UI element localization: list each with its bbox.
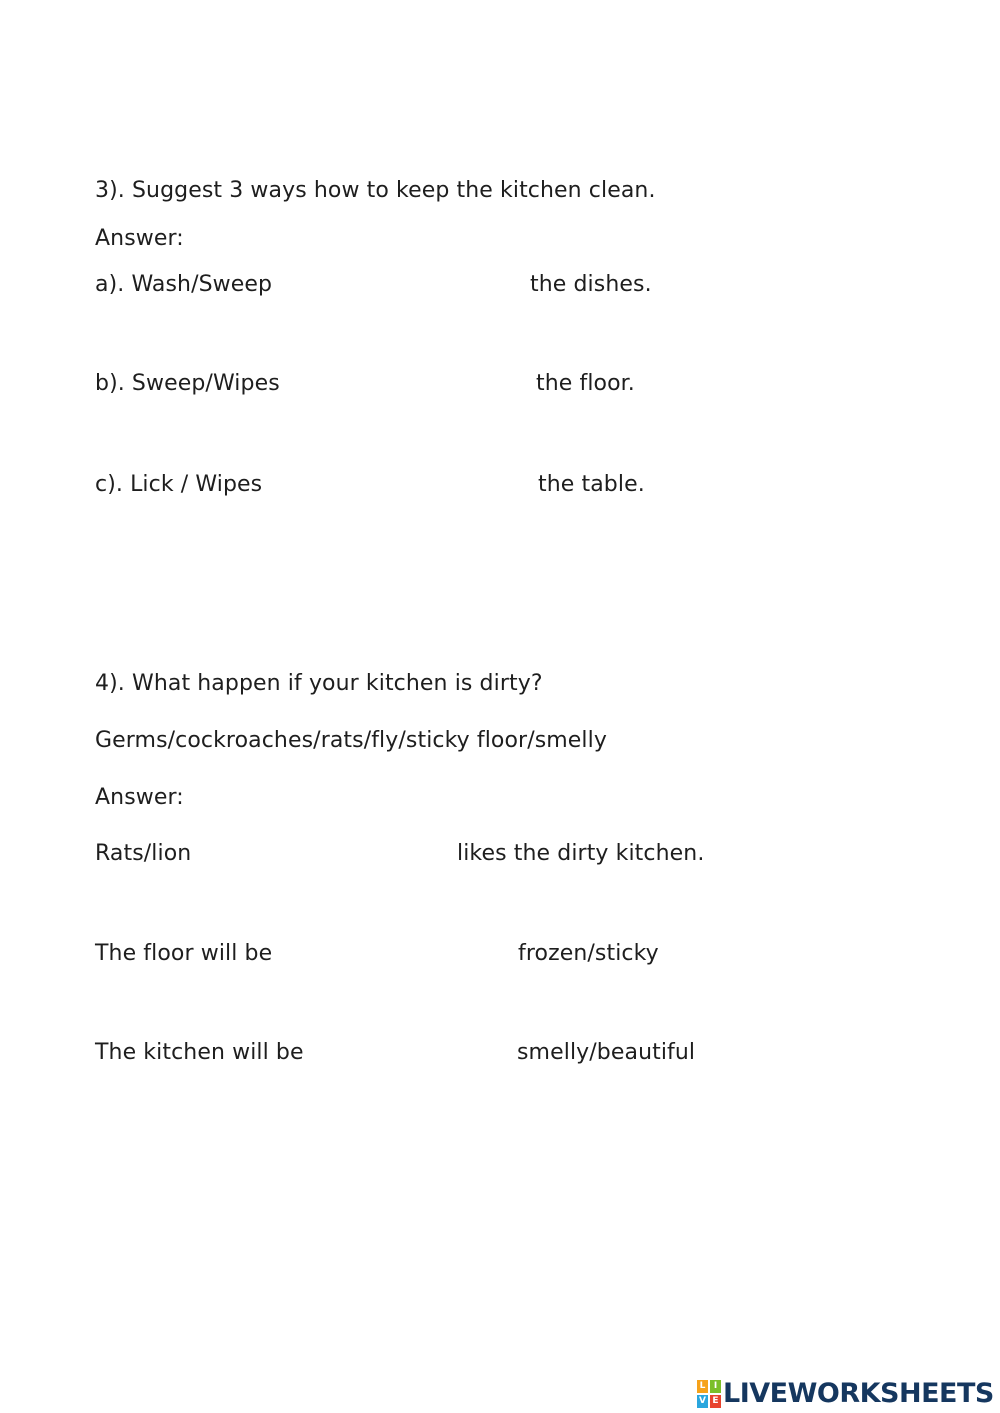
question-4-word-bank: Germs/cockroaches/rats/fly/sticky floor/smelly bbox=[95, 728, 607, 753]
q4-item-3-text: The kitchen will be bbox=[95, 1040, 304, 1065]
q4-item-1-choice[interactable]: Rats/lion bbox=[95, 841, 192, 866]
logo-mark-icon bbox=[697, 1380, 721, 1408]
q3-item-c-choice[interactable]: c). Lick / Wipes bbox=[95, 472, 263, 497]
q4-item-2-text: The floor will be bbox=[95, 941, 273, 966]
question-4-answer-label: Answer: bbox=[95, 785, 184, 810]
logo-mark-letter-i: I bbox=[710, 1380, 721, 1393]
q4-item-3-choice[interactable]: smelly/beautiful bbox=[517, 1040, 696, 1065]
q3-item-b-rest: the floor. bbox=[536, 371, 635, 396]
q3-item-a-rest: the dishes. bbox=[530, 272, 652, 297]
question-3-text: 3). Suggest 3 ways how to keep the kitchen clean. bbox=[95, 178, 656, 203]
logo-mark-letter-v: V bbox=[697, 1395, 708, 1408]
q3-item-c-rest: the table. bbox=[538, 472, 645, 497]
q3-item-b-choice[interactable]: b). Sweep/Wipes bbox=[95, 371, 280, 396]
logo-brand-text: LIVEWORKSHEETS bbox=[723, 1378, 994, 1409]
logo-mark-letter-l: L bbox=[697, 1380, 708, 1393]
question-3-answer-label: Answer: bbox=[95, 226, 184, 251]
q4-item-1-rest: likes the dirty kitchen. bbox=[457, 841, 705, 866]
liveworksheets-logo bbox=[697, 1379, 994, 1409]
logo-mark-letter-e: E bbox=[710, 1395, 721, 1408]
q3-item-a-choice[interactable]: a). Wash/Sweep bbox=[95, 272, 273, 297]
q4-item-2-choice[interactable]: frozen/sticky bbox=[518, 941, 659, 966]
question-4-text: 4). What happen if your kitchen is dirty? bbox=[95, 671, 543, 696]
